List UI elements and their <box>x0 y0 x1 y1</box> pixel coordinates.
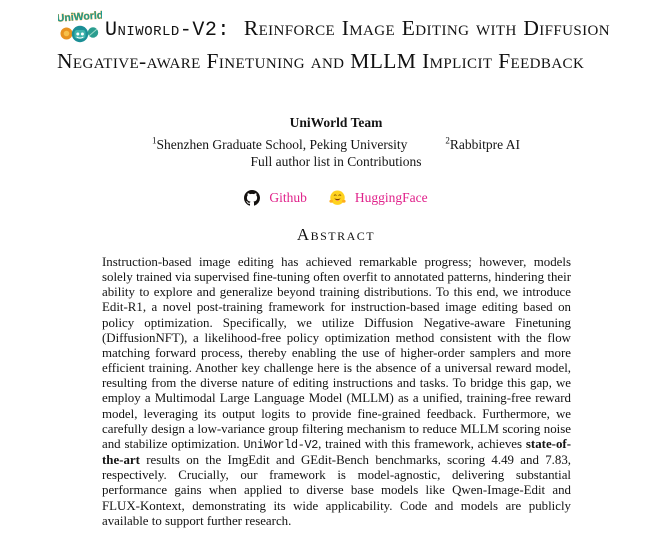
huggingface-icon <box>329 189 346 206</box>
affiliation-1-superscript: 1 <box>152 135 157 146</box>
github-icon <box>244 190 260 206</box>
external-links-row <box>0 189 672 206</box>
github-link[interactable] <box>244 190 307 206</box>
abstract-segment-1: Instruction-based image editing has achieved remarkable progress; however, models solely trained via supervised fine-tuning often overfit to annotated patterns, hindering their ability to explore and generalize beyond training distributions. To this end, we introduce Edit-R1, a novel post-training framework for instruction-based image editing based on policy optimization. Specifically, we utilize Diffusion Negative-aware Finetuning (DiffusionNFT), a likelihood-free policy optimization method consistent with the flow matching forward process, thereby enabling the use of higher-order samplers and more efficient training. Another key challenge here is the absence of a universal reward model, resulting from the diverse nature of editing instructions and tasks. To bridge this gap, we employ a Multimodal Large Language Model (MLLM) as a unified, training-free reward model, leveraging its output logits to provide fine-grained feedback. Furthermore, we carefully design a low-variance group filtering mechanism to reduce MLLM scoring noise and stabilize optimization. <box>102 255 571 451</box>
affiliation-1: Shenzhen Graduate School, Peking University <box>156 137 408 152</box>
author-list-note: Full author list in Contributions <box>250 154 422 169</box>
affiliation-2-superscript: 2 <box>445 135 450 146</box>
model-name-inline: UniWorld-V2 <box>243 437 319 452</box>
paper-title-model-name: Uniworld-V2: <box>105 19 230 42</box>
abstract-heading: Abstract <box>296 225 376 244</box>
logo-wordmark: UniWorld <box>58 9 102 25</box>
sota-phrase: state-of-the-art <box>102 436 571 468</box>
affiliation-2: Rabbitpre AI <box>449 137 520 152</box>
paper-title <box>57 13 610 76</box>
abstract-text <box>102 255 571 529</box>
huggingface-link-label: HuggingFace <box>354 189 428 205</box>
affiliations <box>0 137 672 153</box>
paper-title-rest: Reinforce Image Editing with Diffusion Negative-aware Finetuning and MLLM Implicit Feedback <box>57 16 610 73</box>
github-link-label: Github <box>269 189 307 205</box>
abstract-segment-3: results on the ImgEdit and GEdit-Bench benchmarks, scoring 4.49 and 7.83, respectively. Crucially, our framework is model-agnostic, delivering substantial performance gains when applied to diverse base models like Qwen-Image-Edit and FLUX-Kontext, demonstrating its wide applicability. Code and models are publicly available to support further research. <box>102 453 571 528</box>
abstract-segment-2: , trained with this framework, achieves <box>318 436 526 451</box>
huggingface-link[interactable] <box>329 189 428 206</box>
author-team: UniWorld Team <box>289 115 383 130</box>
